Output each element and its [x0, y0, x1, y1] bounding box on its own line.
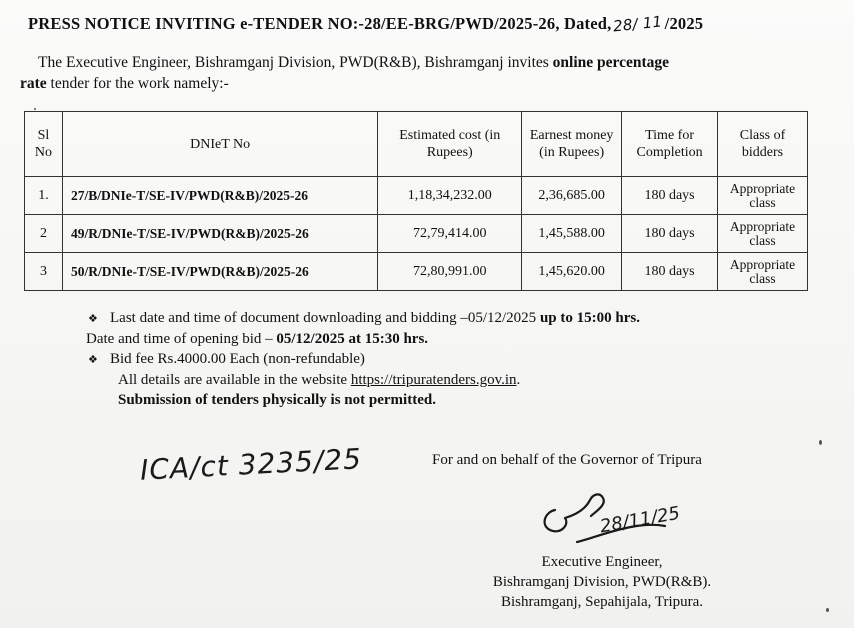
list-item	[88, 308, 640, 329]
title-year: /2025	[664, 14, 704, 33]
scan-speck	[826, 608, 829, 612]
intro-line1-bold: online percentage	[552, 54, 670, 71]
list-item	[88, 390, 640, 410]
header-earnest: Earnest money (in Rupees)	[522, 112, 622, 177]
behalf-text: For and on behalf of the Governor of Tripura	[432, 452, 702, 468]
bid-fee-text: Bid fee Rs.4000.00 Each (non-refundable)	[110, 351, 365, 367]
opening-date-time: 05/12/2025 at 15:30 hrs.	[276, 331, 429, 347]
cell-time: 180 days	[622, 177, 718, 215]
table-row	[25, 177, 808, 215]
cell-dniet: 27/B/DNIe-T/SE-IV/PWD(R&B)/2025-26	[62, 177, 377, 215]
intro-line2: tender for the work namely:-	[46, 75, 229, 92]
terms-list	[88, 308, 640, 410]
cell-sl: 2	[25, 215, 63, 253]
signatory-block	[462, 552, 742, 612]
details-end: .	[516, 372, 521, 388]
cell-sl: 1.	[25, 177, 63, 215]
header-cost: Estimated cost (in Rupees)	[378, 112, 522, 177]
handwritten-reference: ICA/ct 3235/25	[139, 442, 363, 487]
last-date-text: Last date and time of document downloading and bidding –05/12/2025	[110, 310, 540, 326]
diamond-bullet-icon: ❖	[88, 313, 98, 325]
notice-title	[28, 14, 703, 34]
scan-speck	[819, 440, 822, 445]
last-date-time: up to 15:00 hrs.	[539, 310, 640, 326]
table-row	[25, 215, 808, 253]
division: Bishramganj Division, PWD(R&B).	[492, 574, 712, 590]
designation: Executive Engineer,	[541, 554, 663, 570]
signature-date: 28/11/25	[598, 502, 682, 538]
website-link[interactable]: https://tripuratenders.gov.in	[350, 372, 517, 388]
cell-class: Appropriate class	[718, 253, 808, 291]
list-item	[88, 370, 640, 390]
table-header-row	[25, 112, 808, 177]
header-sl: Sl No	[25, 112, 63, 177]
cell-earnest: 1,45,588.00	[522, 215, 622, 253]
diamond-bullet-icon: ❖	[88, 354, 98, 366]
cell-sl: 3	[25, 253, 63, 291]
cell-cost: 1,18,34,232.00	[378, 177, 522, 215]
cell-class: Appropriate class	[718, 215, 808, 253]
list-item	[86, 329, 640, 349]
details-text: All details are available in the website	[118, 372, 351, 388]
intro-paragraph	[20, 52, 780, 94]
list-item	[88, 349, 640, 370]
cell-class: Appropriate class	[718, 177, 808, 215]
cell-cost: 72,79,414.00	[378, 215, 522, 253]
table-row	[25, 253, 808, 291]
header-class: Class of bidders	[718, 112, 808, 177]
title-prefix: PRESS NOTICE INVITING e-TENDER NO:-28/EE-BRG/PWD/2025-26, Dated,	[28, 14, 612, 33]
location: Bishramganj, Sepahijala, Tripura.	[500, 594, 704, 610]
cell-earnest: 2,36,685.00	[522, 177, 622, 215]
cell-dniet: 49/R/DNIe-T/SE-IV/PWD(R&B)/2025-26	[62, 215, 377, 253]
cell-time: 180 days	[622, 215, 718, 253]
cell-cost: 72,80,991.00	[378, 253, 522, 291]
intro-line2-bold: rate	[20, 75, 47, 92]
title-handwritten-date: 28/ 11	[612, 12, 664, 36]
cell-dniet: 50/R/DNIe-T/SE-IV/PWD(R&B)/2025-26	[62, 253, 377, 291]
header-dniet: DNIeT No	[62, 112, 377, 177]
tender-table	[24, 111, 808, 291]
scan-speck	[34, 108, 36, 110]
signature-icon	[515, 480, 715, 560]
intro-line1: The Executive Engineer, Bishramganj Division, PWD(R&B), Bishramganj invites	[38, 54, 553, 71]
cell-time: 180 days	[622, 253, 718, 291]
cell-earnest: 1,45,620.00	[522, 253, 622, 291]
physical-submission-note: Submission of tenders physically is not permitted.	[118, 392, 436, 408]
header-time: Time for Completion	[622, 112, 718, 177]
opening-text: Date and time of opening bid –	[86, 331, 277, 347]
